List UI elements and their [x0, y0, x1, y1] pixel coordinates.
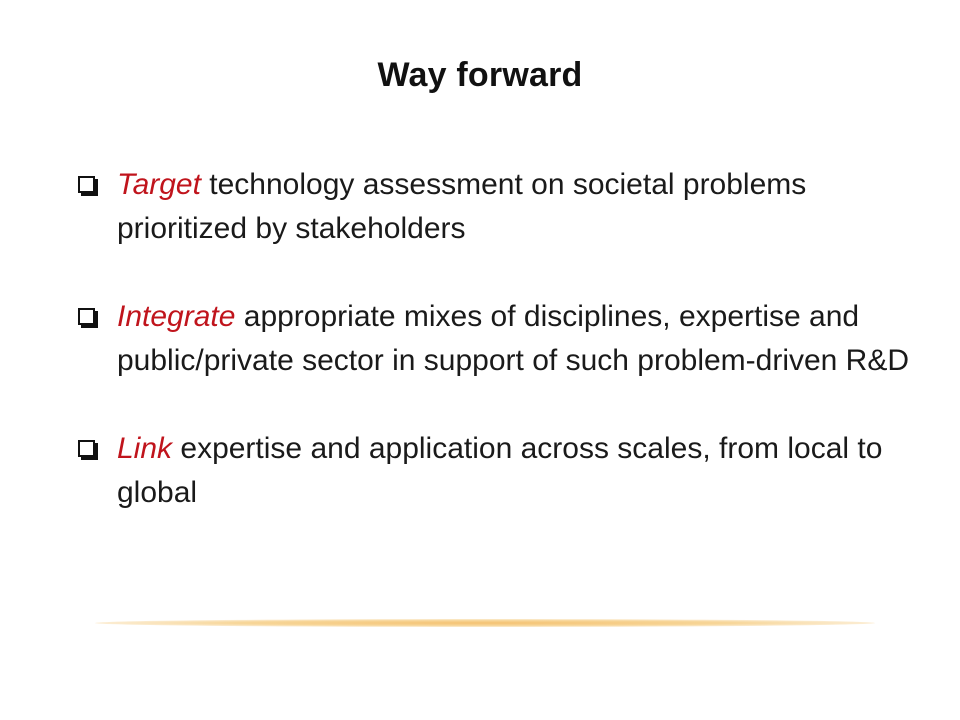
bullet-item [72, 163, 932, 251]
bullet-keyword: Target [117, 168, 201, 201]
bullet-item [72, 427, 932, 515]
slide-title: Way forward [377, 56, 583, 94]
bullet-keyword: Link [117, 432, 173, 465]
checkbox-square-icon [78, 440, 95, 457]
bullet-keyword: Integrate [117, 300, 236, 333]
checkbox-square-icon [78, 176, 95, 193]
bullet-text: technology assessment on societal problems prioritized by stakeholders [117, 168, 807, 245]
bullet-text: appropriate mixes of disciplines, expertise and public/private sector in support of such problem-driven R&D [117, 300, 910, 377]
footer-divider [95, 619, 875, 627]
bullet-text: expertise and application across scales, from local to global [117, 432, 883, 509]
bullet-list [72, 163, 932, 559]
bullet-item [72, 295, 932, 383]
checkbox-square-icon [78, 308, 95, 325]
